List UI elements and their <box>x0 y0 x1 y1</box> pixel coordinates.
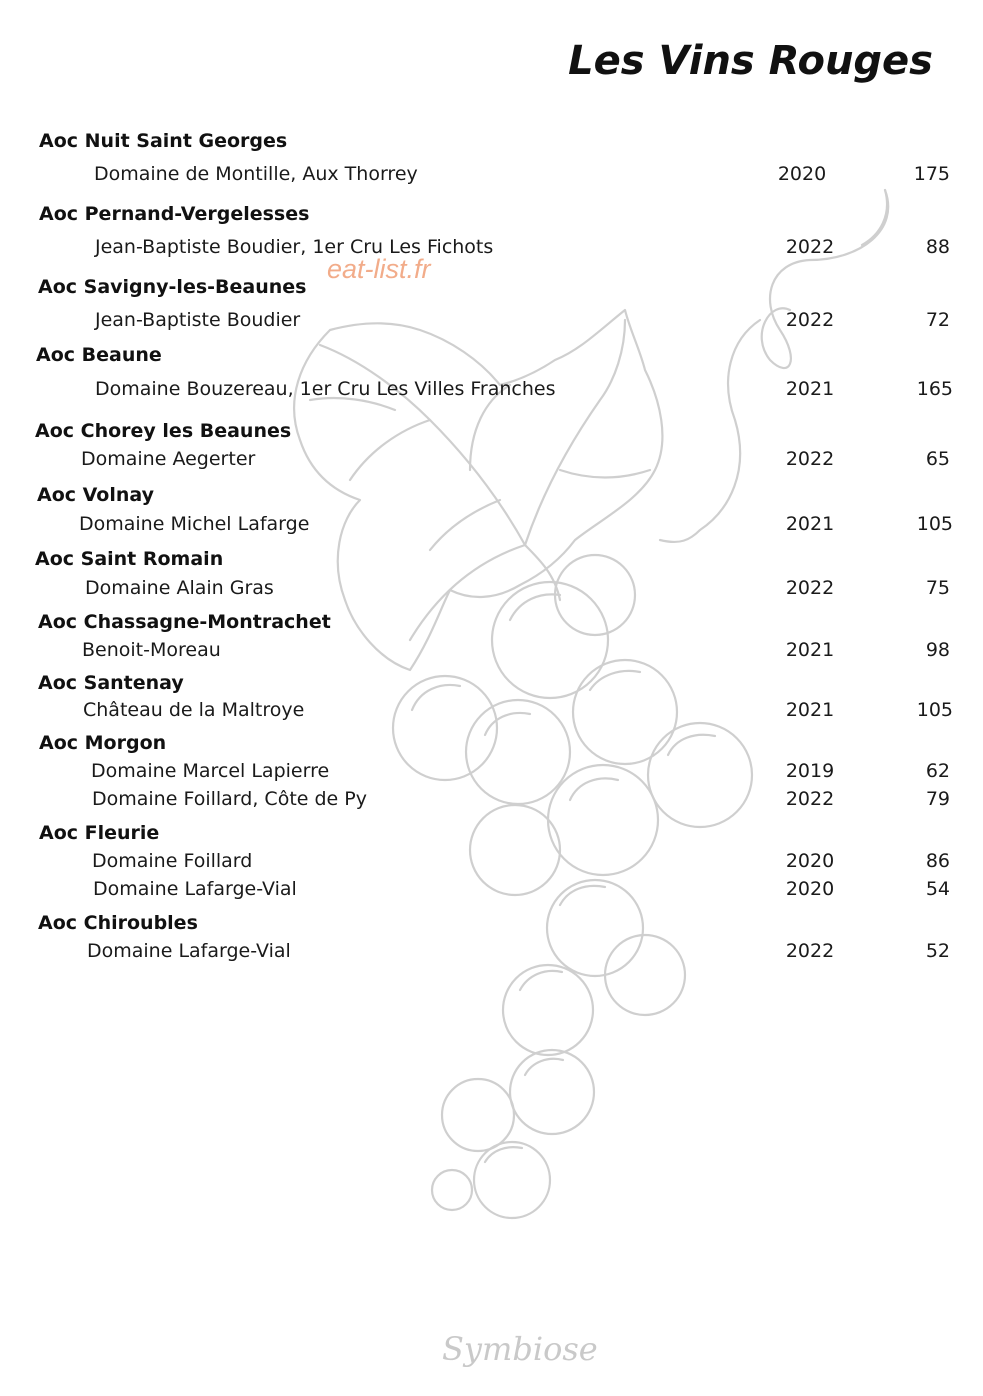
wine-price: 175 <box>913 163 950 185</box>
wine-row <box>0 577 983 605</box>
wine-row <box>0 850 983 878</box>
wine-row <box>0 448 983 476</box>
wine-name: Benoit-Moreau <box>82 639 221 661</box>
watermark-text: eat-list.fr <box>327 254 431 284</box>
wine-year: 2021 <box>785 699 835 721</box>
wine-row <box>0 513 983 541</box>
wine-year: 2022 <box>785 309 835 331</box>
appellation-heading: Aoc Chiroubles <box>38 912 198 934</box>
wine-name: Domaine Foillard <box>92 850 253 872</box>
wine-year: 2022 <box>785 236 835 258</box>
appellation-heading: Aoc Santenay <box>38 672 184 694</box>
wine-price: 62 <box>925 760 950 782</box>
wine-name: Château de la Maltroye <box>83 699 305 721</box>
appellation-heading: Aoc Pernand-Vergelesses <box>39 203 310 225</box>
appellation-heading: Aoc Chassagne-Montrachet <box>38 611 331 633</box>
appellation-heading: Aoc Morgon <box>39 732 167 754</box>
wine-year: 2021 <box>785 378 835 400</box>
wine-price: 98 <box>925 639 950 661</box>
appellation-heading: Aoc Saint Romain <box>35 548 224 570</box>
wine-name: Domaine Aegerter <box>81 448 256 470</box>
wine-price: 105 <box>916 699 953 721</box>
appellation-heading: Aoc Fleurie <box>39 822 160 844</box>
wine-name: Domaine Lafarge-Vial <box>93 878 297 900</box>
wine-price: 86 <box>925 850 950 872</box>
wine-row <box>0 760 983 788</box>
wine-name: Domaine Marcel Lapierre <box>91 760 330 782</box>
appellation-heading: Aoc Beaune <box>36 344 162 366</box>
wine-row <box>0 309 983 337</box>
wine-year: 2020 <box>785 850 835 872</box>
wine-row <box>0 236 983 264</box>
wine-year: 2022 <box>785 788 835 810</box>
appellation-heading: Aoc Savigny-les-Beaunes <box>38 276 307 298</box>
wine-name: Domaine Alain Gras <box>85 577 274 599</box>
wine-year: 2022 <box>785 448 835 470</box>
wine-year: 2019 <box>785 760 835 782</box>
wine-name: Domaine Foillard, Côte de Py <box>92 788 367 810</box>
wine-year: 2022 <box>785 577 835 599</box>
wine-row <box>0 639 983 667</box>
wine-name: Domaine Bouzereau, 1er Cru Les Villes Franches <box>95 378 556 400</box>
wine-price: 105 <box>916 513 953 535</box>
wine-row <box>0 878 983 906</box>
symbiose-logo: Symbiose <box>442 1330 598 1368</box>
wine-name: Jean-Baptiste Boudier <box>95 309 301 331</box>
wine-row <box>0 378 983 406</box>
wine-price: 72 <box>925 309 950 331</box>
wine-year: 2021 <box>785 639 835 661</box>
wine-row <box>0 163 983 191</box>
appellation-heading: Aoc Chorey les Beaunes <box>35 420 292 442</box>
wine-row <box>0 788 983 816</box>
wine-name: Domaine Lafarge-Vial <box>87 940 291 962</box>
wine-price: 54 <box>925 878 950 900</box>
wine-name: Jean-Baptiste Boudier, 1er Cru Les Fichots <box>95 236 494 258</box>
wine-row <box>0 699 983 727</box>
wine-price: 165 <box>916 378 953 400</box>
wine-price: 88 <box>925 236 950 258</box>
page-title: Les Vins Rouges <box>568 38 933 84</box>
wine-price: 52 <box>925 940 950 962</box>
wine-year: 2022 <box>785 940 835 962</box>
wine-year: 2020 <box>785 878 835 900</box>
wine-price: 75 <box>925 577 950 599</box>
wine-name: Domaine Michel Lafarge <box>79 513 310 535</box>
appellation-heading: Aoc Volnay <box>37 484 155 506</box>
wine-price: 65 <box>925 448 950 470</box>
wine-price: 79 <box>925 788 950 810</box>
wine-year: 2021 <box>785 513 835 535</box>
appellation-heading: Aoc Nuit Saint Georges <box>39 130 288 152</box>
wine-year: 2020 <box>777 163 827 185</box>
wine-name: Domaine de Montille, Aux Thorrey <box>94 163 418 185</box>
wine-row <box>0 940 983 968</box>
